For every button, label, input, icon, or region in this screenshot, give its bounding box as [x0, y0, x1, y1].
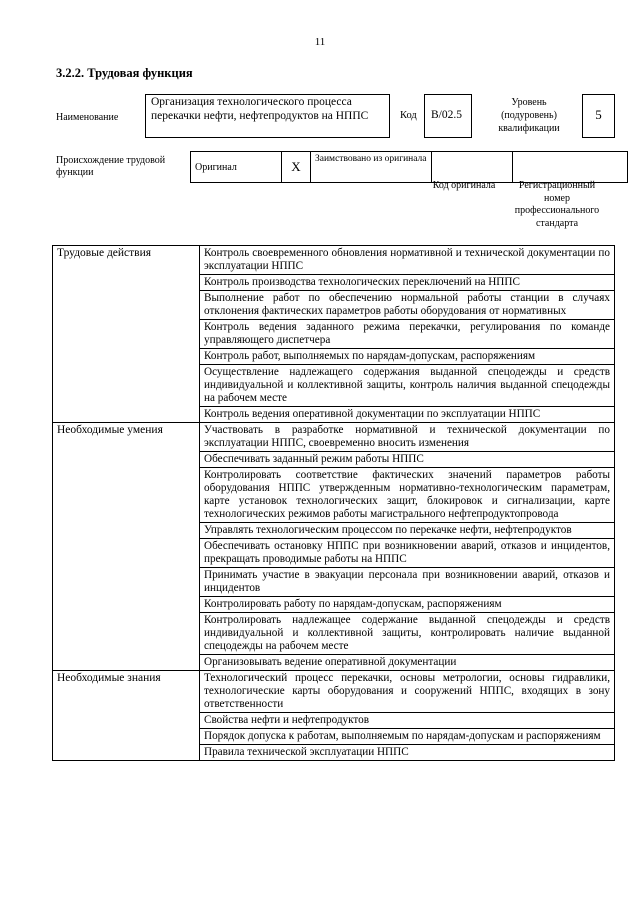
table-row	[53, 671, 615, 713]
function-item: Обеспечивать заданный режим работы НППС	[200, 452, 615, 468]
qualification-level-field: 5	[582, 94, 615, 138]
table-row	[53, 423, 615, 452]
labor-functions-table	[52, 245, 615, 761]
origin-code-cell	[432, 152, 513, 183]
original-mark: X	[282, 152, 311, 183]
function-item: Принимать участие в эвакуации персонала при возникновении аварий, отказов и инцидентов	[200, 568, 615, 597]
origin-table	[190, 151, 628, 183]
function-item: Порядок допуска к работам, выполняемым по нарядам-допускам и распоряжениям	[200, 729, 615, 745]
function-item: Контроль ведения заданного режима перекачки, регулирования по команде управляющего диспетчера	[200, 320, 615, 349]
code-label: Код	[400, 110, 417, 121]
function-item: Контролировать соответствие фактических значений параметров работы оборудования НППС утвержденным нормативно-технологическим параметрам, карте установок технологических защит, блокировок и сигнализации, карте технологических режимов работы магистрального нефтепродуктопровода	[200, 468, 615, 523]
category-cell: Необходимые знания	[53, 671, 200, 761]
section-title: 3.2.2. Трудовая функция	[56, 66, 193, 80]
function-item: Контроль ведения оперативной документации по эксплуатации НППС	[200, 407, 615, 423]
origin-label: Происхождение трудовой функции	[56, 155, 166, 178]
origin-code-caption: Код оригинала	[432, 180, 496, 191]
original-label: Оригинал	[195, 161, 237, 173]
function-item: Контролировать надлежащее содержание выданной спецодежды и средств индивидуальной и коллективной защиты, контролировать наличие выданной спецодежды на рабочем месте	[200, 613, 615, 655]
function-item: Контроль работ, выполняемых по нарядам-допускам, распоряжениям	[200, 349, 615, 365]
registration-number-caption: Регистрационный номер профессионального стандарта	[514, 180, 600, 229]
category-cell: Трудовые действия	[53, 246, 200, 423]
function-item: Технологический процесс перекачки, основы метрологии, основы гидравлики, технологические карты оборудования и сооружений НППС, входящих в зону ответственности	[200, 671, 615, 713]
function-item: Свойства нефти и нефтепродуктов	[200, 713, 615, 729]
name-label: Наименование	[56, 112, 119, 123]
qualification-level-label: Уровень (подуровень) квалификации	[498, 97, 560, 134]
function-item: Контролировать работу по нарядам-допускам, распоряжениям	[200, 597, 615, 613]
origin-original-cell	[191, 152, 282, 183]
category-cell: Необходимые умения	[53, 423, 200, 671]
function-name-field: Организация технологического процесса перекачки нефти, нефтепродуктов на НППС	[145, 94, 390, 138]
function-item: Участвовать в разработке нормативной и технической документации по эксплуатации НППС, своевременно вносить изменения	[200, 423, 615, 452]
function-item: Осуществление надлежащего содержания выданной спецодежды и средств индивидуальной и коллективной защиты, контроль наличия выданной спецодежды на рабочем месте	[200, 365, 615, 407]
borrowed-label: Заимствовано из оригинала	[311, 152, 432, 183]
page-number: 11	[314, 36, 326, 48]
origin-reg-cell	[513, 152, 628, 183]
function-code-field: B/02.5	[424, 94, 472, 138]
table-row	[53, 246, 615, 275]
function-item: Правила технической эксплуатации НППС	[200, 745, 615, 761]
function-item: Выполнение работ по обеспечению нормальной работы станции в случаях отклонения фактических параметров работы оборудования от нормативных	[200, 291, 615, 320]
function-item: Управлять технологическим процессом по перекачке нефти, нефтепродуктов	[200, 523, 615, 539]
function-item: Обеспечивать остановку НППС при возникновении аварий, отказов и инцидентов, прекращать проводимые работы на НППС	[200, 539, 615, 568]
function-item: Контроль производства технологических переключений на НППС	[200, 275, 615, 291]
function-item: Организовывать ведение оперативной документации	[200, 655, 615, 671]
function-item: Контроль своевременного обновления нормативной и технической документации по эксплуатации НППС	[200, 246, 615, 275]
